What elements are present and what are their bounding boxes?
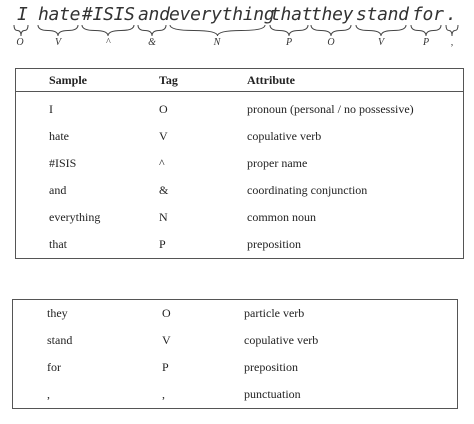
- sentence-word: that: [270, 4, 313, 25]
- cell-tag: V: [162, 333, 171, 347]
- word-underbrace: [138, 25, 166, 36]
- table-row: [13, 354, 458, 381]
- cell-sample: stand: [47, 333, 73, 347]
- word-underbrace: [14, 25, 28, 36]
- cell-tag: V: [159, 129, 168, 143]
- word-underbrace: [170, 25, 265, 36]
- cell-attribute: punctuation: [244, 387, 301, 401]
- cell-attribute: copulative verb: [247, 129, 322, 143]
- word-underbrace: [446, 25, 458, 36]
- cell-tag: P: [162, 360, 169, 374]
- cell-tag: ,: [162, 387, 165, 401]
- table-row: [16, 204, 464, 231]
- cell-attribute: copulative verb: [244, 333, 319, 347]
- sentence-word: hate: [38, 4, 81, 25]
- tagged-sentence: [0, 0, 474, 62]
- cell-tag: O: [159, 102, 168, 116]
- sentence-tag: V: [54, 37, 62, 48]
- sentence-tag: &: [148, 37, 156, 48]
- word-underbrace: [82, 25, 134, 36]
- cell-tag: ^: [159, 156, 165, 170]
- word-underbrace: [270, 25, 308, 36]
- table-row: [13, 300, 458, 328]
- cell-attribute: common noun: [247, 210, 316, 224]
- word-underbrace: [38, 25, 78, 36]
- tag-table-2: [12, 299, 458, 409]
- cell-attribute: preposition: [247, 237, 301, 251]
- sentence-tag: N: [213, 37, 221, 48]
- sentence-word: and: [138, 4, 170, 25]
- cell-attribute: coordinating conjunction: [247, 183, 368, 197]
- sentence-tag: V: [377, 37, 385, 48]
- sentence-word: they: [311, 4, 354, 25]
- table-row: [13, 381, 458, 409]
- sentence-tag: P: [285, 37, 293, 48]
- cell-sample: ,: [47, 387, 50, 401]
- cell-sample: that: [49, 237, 67, 251]
- cell-tag: N: [159, 210, 168, 224]
- cell-sample: and: [49, 183, 67, 197]
- cell-sample: they: [47, 306, 68, 320]
- sentence-word: I: [17, 4, 28, 25]
- cell-sample: #ISIS: [49, 156, 77, 170]
- word-underbrace: [411, 25, 441, 36]
- tag-table-1: [15, 68, 464, 259]
- sentence-tag: ^: [105, 37, 111, 48]
- cell-attribute: proper name: [247, 156, 308, 170]
- table-row: [16, 177, 464, 204]
- cell-sample: everything: [49, 210, 101, 224]
- cell-tag: O: [162, 306, 171, 320]
- table-row: [16, 92, 464, 124]
- sentence-tag: O: [327, 37, 335, 48]
- cell-sample: for: [47, 360, 61, 374]
- cell-attribute: particle verb: [244, 306, 305, 320]
- sentence-word: everything: [169, 4, 275, 25]
- sentence-tag: O: [16, 37, 24, 48]
- header-sample: Sample: [49, 72, 88, 87]
- cell-sample: hate: [49, 129, 69, 143]
- table-header-row: [16, 69, 464, 92]
- table-row: [16, 150, 464, 177]
- table-row: [16, 231, 464, 259]
- sentence-word: stand: [356, 4, 409, 25]
- sentence-tag: ,: [450, 37, 454, 48]
- cell-tag: &: [159, 183, 169, 197]
- header-tag: Tag: [159, 72, 178, 87]
- word-underbrace: [311, 25, 351, 36]
- sentence-word: .: [446, 4, 457, 25]
- sentence-tag: P: [422, 37, 430, 48]
- cell-tag: P: [159, 237, 166, 251]
- sentence-word: for: [412, 4, 444, 25]
- cell-attribute: preposition: [244, 360, 298, 374]
- cell-sample: I: [49, 102, 53, 116]
- cell-attribute: pronoun (personal / no possessive): [247, 102, 414, 116]
- table-row: [16, 123, 464, 150]
- word-underbrace: [356, 25, 406, 36]
- header-attribute: Attribute: [247, 72, 295, 87]
- sentence-word: #ISIS: [82, 4, 135, 25]
- table-row: [13, 327, 458, 354]
